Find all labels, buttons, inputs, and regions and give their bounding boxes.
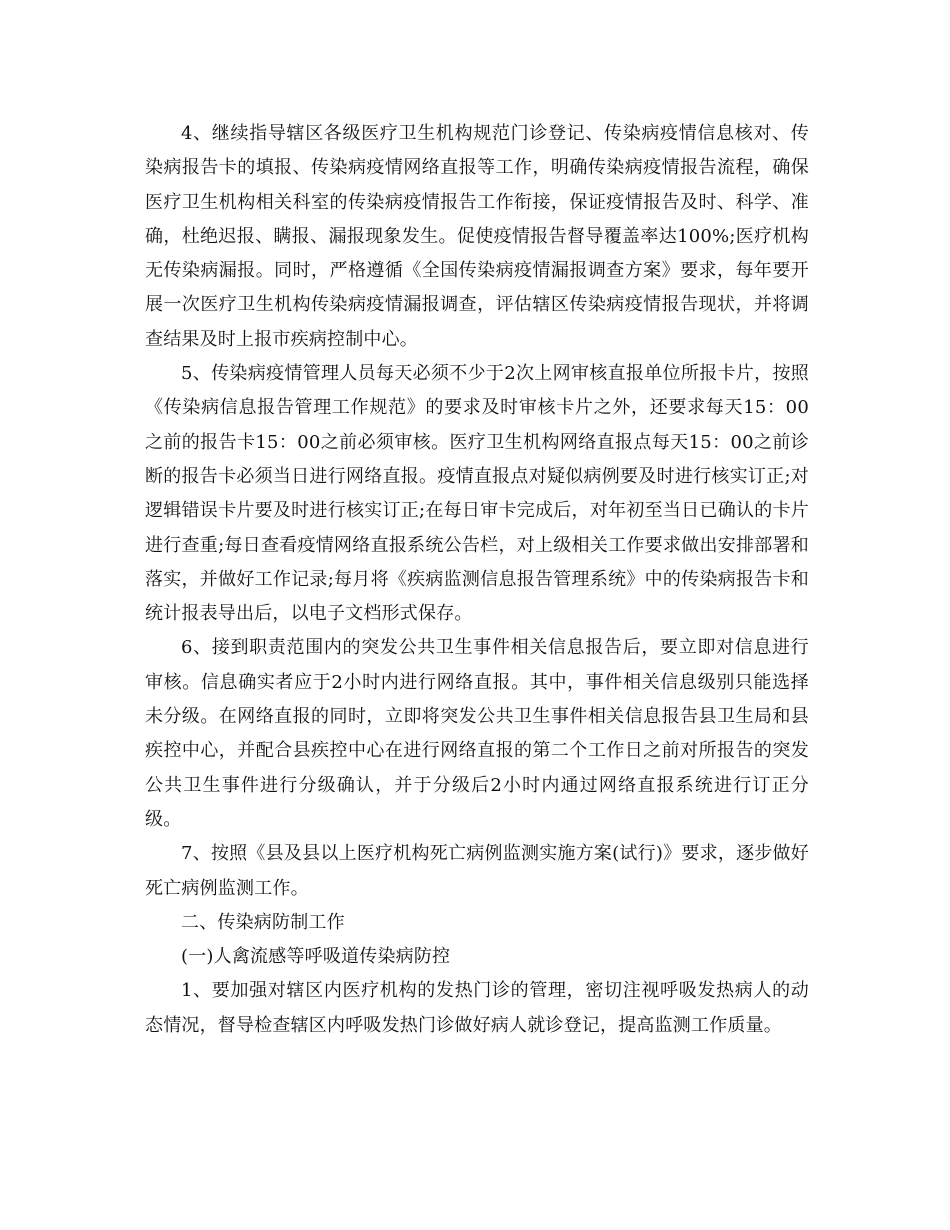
paragraph-item-1-fever-clinic: 1、要加强对辖区内医疗机构的发热门诊的管理，密切注视呼吸发热病人的动态情况，督导检查辖区内呼吸发热门诊做好病人就诊登记，提高监测工作质量。 bbox=[145, 980, 809, 1036]
section-heading-disease-control: 二、传染病防制工作 bbox=[181, 911, 345, 933]
subsection-heading-respiratory: (一)人禽流感等呼吸道传染病防控 bbox=[181, 946, 451, 968]
paragraph-item-7-death-monitoring: 7、按照《县及县以上医疗机构死亡病例监测实施方案(试行)》要求，逐步做好死亡病例监测工作。 bbox=[145, 843, 809, 899]
paragraph-item-5-card-review: 5、传染病疫情管理人员每天必须不少于2次上网审核直报单位所报卡片，按照《传染病信息报告管理工作规范》的要求及时审核卡片之外，还要求每天15：00之前的报告卡15：00之前必须审核。医疗卫生机构网络直报点每天15：00之前诊断的报告卡必须当日进行网络直报。疫情直报点对疑似病例要及时进行核实订正;对逻辑错误卡片要及时进行核实订正;在每日审卡完成后，对年初至当日已确认的卡片进行查重;每日查看疫情网络直报系统公告栏，对上级相关工作要求做出安排部署和落实，并做好工作记录;每月将《疾病监测信息报告管理系统》中的传染病报告卡和统计报表导出后，以电子文档形式保存。 bbox=[145, 363, 809, 625]
paragraph-item-6-public-health-events: 6、接到职责范围内的突发公共卫生事件相关信息报告后，要立即对信息进行审核。信息确实者应于2小时内进行网络直报。其中，事件相关信息级别只能选择未分级。在网络直报的同时，立即将突发公共卫生事件相关信息报告县卫生局和县疾控中心，并配合县疾控中心在进行网络直报的第二个工作日之前对所报告的突发公共卫生事件进行分级确认，并于分级后2小时内通过网络直报系统进行订正分级。 bbox=[145, 637, 809, 830]
document-body bbox=[145, 117, 809, 1043]
paragraph-item-4-reporting: 4、继续指导辖区各级医疗卫生机构规范门诊登记、传染病疫情信息核对、传染病报告卡的填报、传染病疫情网络直报等工作，明确传染病疫情报告流程，确保医疗卫生机构相关科室的传染病疫情报告工作衔接，保证疫情报告及时、科学、准确，杜绝迟报、瞒报、漏报现象发生。促使疫情报告督导覆盖率达100%;医疗机构无传染病漏报。同时，严格遵循《全国传染病疫情漏报调查方案》要求，每年要开展一次医疗卫生机构传染病疫情漏报调查，评估辖区传染病疫情报告现状，并将调查结果及时上报市疾病控制中心。 bbox=[145, 123, 809, 350]
